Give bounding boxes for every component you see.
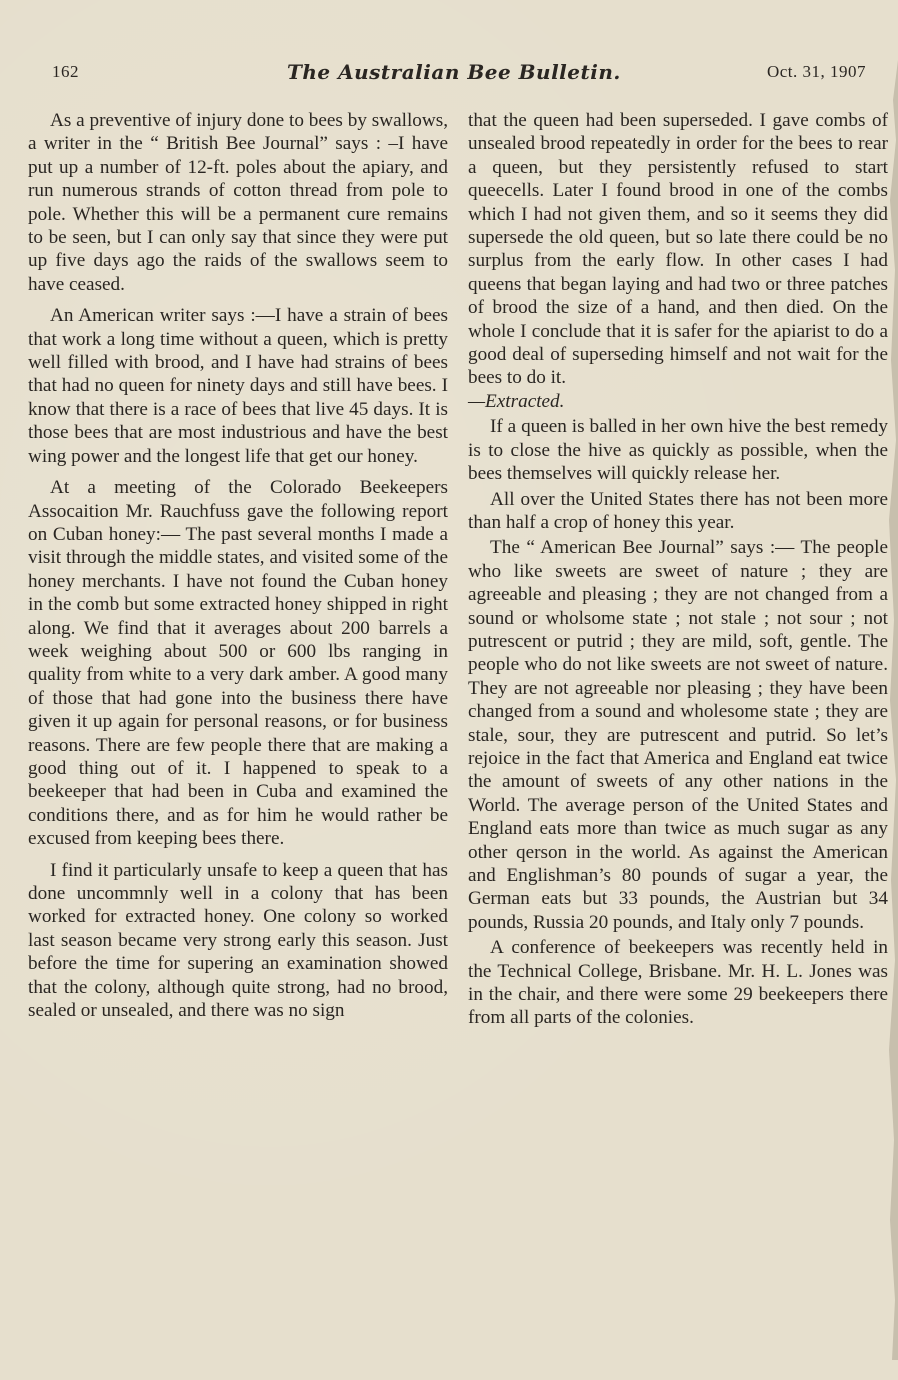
paragraph-unsafe-queen: I find it particularly unsafe to keep a queen that has done uncommnly well in a colony that has been worked for extracted honey. One colony so worked last season became very strong early this season. Just before the time for supering an examination showed that the colony, although quite strong, had no brood, sealed or unsealed, and there was no sign xyxy=(28,859,448,1022)
paragraph-american-writer: An American writer says :—I have a strain of bees that work a long time without a queen, which is pretty well filled with brood, and I have had strains of bees that had no queen for ninety days and still have bees. I know that there is a race of bees that live 45 days. It is those bees that are most industrious and have the best wing power and the longest life that get our honey. xyxy=(28,305,448,467)
right-column xyxy=(468,109,888,1032)
page-number: 162 xyxy=(52,62,79,81)
paragraph-swallows: As a preventive of injury done to bees by swallows, a writer in the “ British Bee Journal” says : –I have put up a number of 12-ft. poles about the apiary, and run numerous strands of cotton thread from pole to pole. Whether this will be a permanent cure remains to be seen, but I can only say that since they were put up five days ago the raids of the swallows seem to have ceased. xyxy=(28,110,448,295)
paragraph-conference: A conference of beekeepers was recently held in the Technical College, Brisbane. Mr. H. L. Jones was in the chair, and there were some 29 beekeepers there from all parts of the colonies. xyxy=(468,937,888,1029)
paragraph-honey-crop: All over the United States there has not been more than half a crop of honey this year. xyxy=(468,488,888,533)
paragraph-sweets: The “ American Bee Journal” says :— The people who like sweets are sweet of nature ; they are agreeable and pleasing ; they are not changed from a sound or wholsome state ; not stale ; not sour ; not putrescent or putrid ; they are mild, soft, gentle. The people who do not like sweets are not sweet of nature. They are not agreeable nor pleasing ; they have been changed from a sound and wholesome state ; they are stale, sour, they are putrescent and putrid. So let’s rejoice in the fact that America and England eat twice the amount of sweets of any other nations in the World. The average person of the United States and England eats more than twice as much sugar as any other qerson in the world. As against the American and Englishman’s 80 pounds of sugar a year, the German eats but 33 pounds, the Austrian but 34 pounds, Russia 20 pounds, and Italy only 7 pounds. xyxy=(468,537,888,933)
paragraph-superseded-text: that the queen had been superseded. I gave combs of unsealed brood repeatedly in order for the bees to rear a queen, but they persistently refused to start queecells. Later I found brood in one of the combs which I had not given them, and so it seems they did supersede the old queen, but so late there could be no surplus from the early flow. In other cases I had queens that began laying and had two or three patches of brood the size of a hand, and then died. On the whole I conclude that it is safer for the apiarist to do a good deal of superseding himself and not wait for the bees to do it. xyxy=(468,110,888,389)
source-credit: —Extracted. xyxy=(468,390,565,412)
left-column xyxy=(28,109,448,1030)
page-header xyxy=(52,62,874,92)
journal-title: The Australian Bee Bulletin. xyxy=(287,60,621,84)
paragraph-cuban-honey: At a meeting of the Colorado Beekeepers Assocaition Mr. Rauchfuss gave the following report on Cuban honey:— The past several months I made a visit through the middle states, and visited some of the honey merchants. I have not found the Cuban honey in the comb but some extracted honey shipped in right along. We find that it averages about 200 barrels a week weighing about 500 or 600 lbs ranging in quality from white to a very dark amber. A good many of those that had gone into the business there have given it up again for personal reasons, or for business reasons. There are few people there that are making a good thing out of it. I happened to speak to a beekeeper that had been in Cuba and examined the conditions there, and as for him he would rather be excused from keeping bees there. xyxy=(28,477,448,850)
paragraph-superseded xyxy=(468,109,888,413)
issue-date: Oct. 31, 1907 xyxy=(766,62,866,81)
paragraph-balled-queen: If a queen is balled in her own hive the best remedy is to close the hive as quickly as possible, when the bees themselves will quickly release her. xyxy=(468,416,888,485)
torn-page-edge xyxy=(884,60,898,1360)
